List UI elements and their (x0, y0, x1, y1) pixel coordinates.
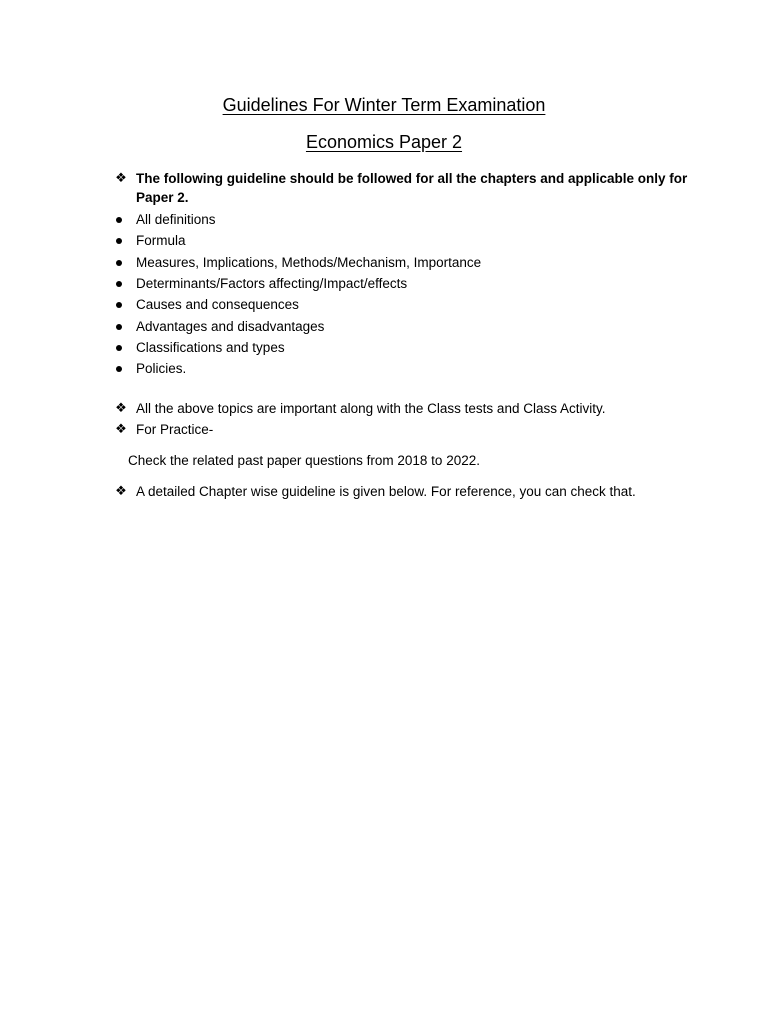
list-item: Advantages and disadvantages (136, 319, 325, 334)
page-subtitle: Economics Paper 2 (305, 132, 463, 152)
list-item: Causes and consequences (136, 297, 299, 312)
bullet-dot-icon (116, 260, 122, 266)
list-item: Formula (136, 233, 186, 248)
page-title: Guidelines For Winter Term Examination (222, 95, 546, 115)
diamond-bullet-icon: ❖ (115, 400, 127, 415)
practice-detail: Check the related past paper questions from 2018 to 2022. (128, 453, 480, 468)
diamond-bullet-icon: ❖ (115, 421, 127, 436)
bullet-dot-icon (116, 238, 122, 244)
list-item: Determinants/Factors affecting/Impact/effects (136, 276, 408, 291)
list-item: Policies. (136, 361, 187, 376)
intro-text-line-2: Paper 2. (136, 190, 189, 205)
list-item: Measures, Implications, Methods/Mechanism, Importance (136, 255, 482, 270)
bullet-dot-icon (116, 217, 122, 223)
bullet-dot-icon (116, 324, 122, 330)
intro-text-line-1: The following guideline should be followed for all the chapters and applicable only for (136, 171, 688, 186)
diamond-bullet-icon: ❖ (115, 483, 127, 498)
bullet-dot-icon (116, 281, 122, 287)
diamond-bullet-icon: ❖ (115, 170, 127, 185)
note-topics: All the above topics are important along with the Class tests and Class Activity. (136, 401, 606, 416)
note-reference: A detailed Chapter wise guideline is given below. For reference, you can check that. (136, 484, 636, 499)
bullet-dot-icon (116, 345, 122, 351)
bullet-dot-icon (116, 366, 122, 372)
list-item: All definitions (136, 212, 216, 227)
list-item: Classifications and types (136, 340, 285, 355)
note-practice: For Practice- (136, 422, 214, 437)
bullet-dot-icon (116, 302, 122, 308)
